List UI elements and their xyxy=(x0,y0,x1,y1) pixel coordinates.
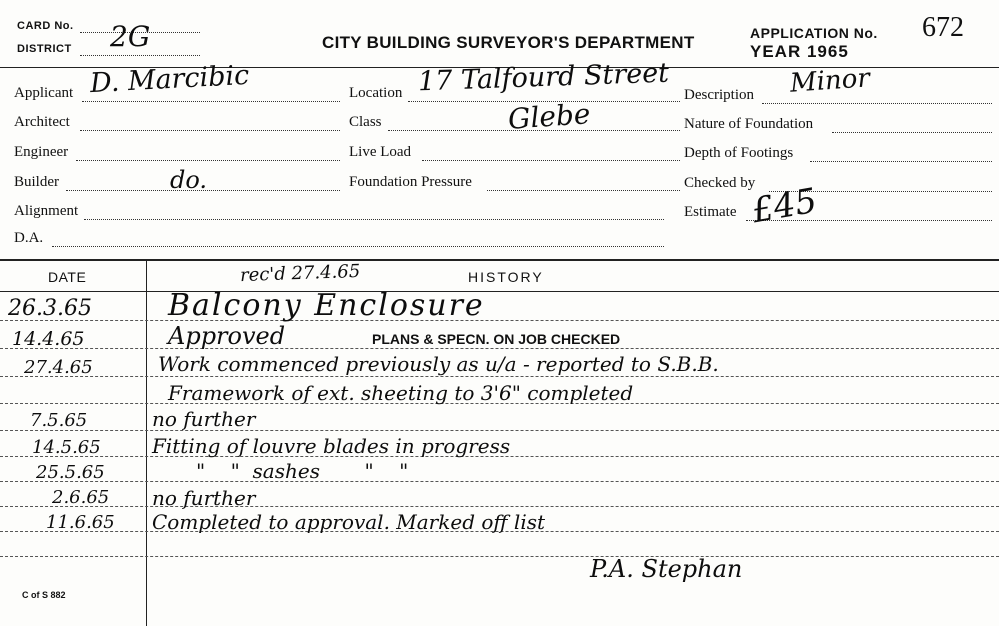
engineer-label: Engineer xyxy=(14,144,69,160)
plans-checked-stamp: PLANS & SPECN. ON JOB CHECKED xyxy=(372,331,621,347)
description-value: Minor xyxy=(789,63,871,99)
history-text: Work commenced previously as u/a - reported to S.B.B. xyxy=(158,352,719,376)
history-date: 14.4.65 xyxy=(12,328,85,350)
form-code: C of S 882 xyxy=(22,590,66,600)
history-text: Approved xyxy=(168,322,286,350)
foundation-pressure-label: Foundation Pressure xyxy=(349,174,472,190)
history-date: 2.6.65 xyxy=(52,487,110,508)
history-date: 11.6.65 xyxy=(46,512,115,533)
history-date: 7.5.65 xyxy=(30,410,88,431)
description-label: Description xyxy=(684,87,754,103)
application-no-label: APPLICATION No. xyxy=(750,25,878,41)
date-column-header: DATE xyxy=(48,269,87,285)
history-text: Completed to approval. Marked off list xyxy=(152,510,546,534)
received-note: rec'd 27.4.65 xyxy=(239,260,361,287)
nature-of-foundation-label: Nature of Foundation xyxy=(684,116,814,132)
location-value: 17 Talfourd Street xyxy=(417,57,670,98)
year-label: YEAR 1965 xyxy=(750,42,849,61)
application-no-value: 672 xyxy=(922,12,964,43)
history-text: Balcony Enclosure xyxy=(168,288,485,323)
card-no-label: CARD No. xyxy=(17,20,74,32)
da-label: D.A. xyxy=(14,230,44,246)
history-text: " " sashes " " xyxy=(196,459,409,483)
applicant-label: Applicant xyxy=(14,85,74,101)
estimate-value: £45 xyxy=(749,180,820,232)
architect-label: Architect xyxy=(14,114,70,130)
history-text: Framework of ext. sheeting to 3'6" completed xyxy=(168,381,634,405)
department-title: CITY BUILDING SURVEYOR'S DEPARTMENT xyxy=(322,33,695,52)
depth-of-footings-label: Depth of Footings xyxy=(684,145,794,161)
history-date: 14.5.65 xyxy=(32,437,101,458)
history-text: no further xyxy=(152,407,256,431)
history-date: 26.3.65 xyxy=(8,296,92,321)
history-date: 25.5.65 xyxy=(36,462,105,483)
history-date: 27.4.65 xyxy=(24,357,93,378)
applicant-value: D. Marcibic xyxy=(89,59,251,100)
class-label: Class xyxy=(349,114,382,130)
estimate-label: Estimate xyxy=(684,204,737,220)
history-text: no further xyxy=(152,486,256,510)
history-column-header: HISTORY xyxy=(468,269,544,285)
location-label: Location xyxy=(349,85,403,101)
card-no-value: 2G xyxy=(110,20,151,53)
class-value: Glebe xyxy=(506,97,592,136)
alignment-label: Alignment xyxy=(14,203,79,219)
checked-by-label: Checked by xyxy=(684,175,756,191)
builder-label: Builder xyxy=(14,174,59,190)
history-text: Fitting of louvre blades in progress xyxy=(152,434,511,458)
district-label: DISTRICT xyxy=(17,43,72,55)
live-load-label: Live Load xyxy=(349,144,412,160)
builder-value: do. xyxy=(170,166,208,194)
signature: P.A. Stephan xyxy=(590,555,743,583)
